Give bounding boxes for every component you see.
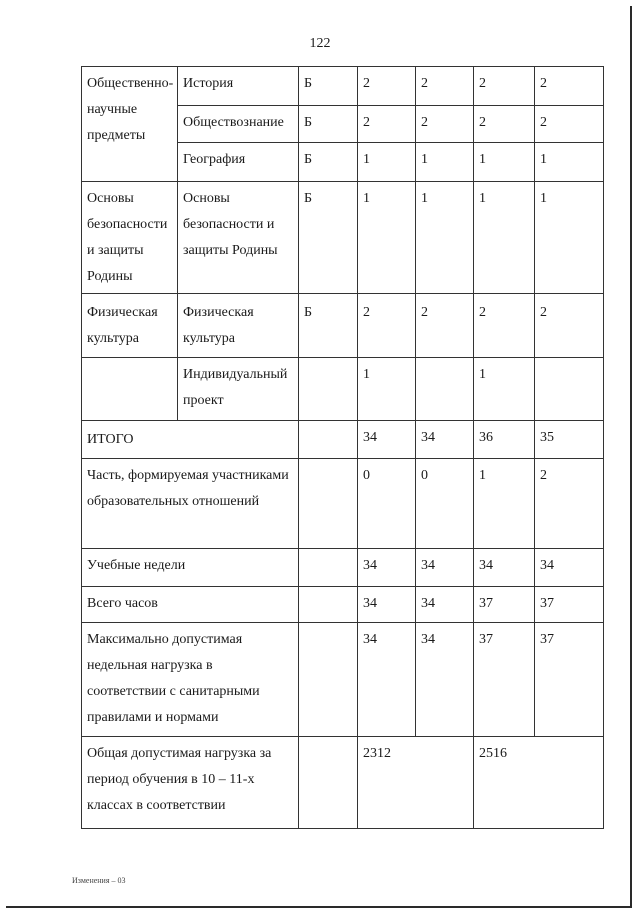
table-row: [82, 737, 604, 829]
value-cell: 37: [535, 587, 604, 623]
value-cell: 2: [416, 67, 474, 106]
value-cell: [535, 358, 604, 421]
table-row: [82, 294, 604, 358]
total-value-cell: 2312: [358, 737, 474, 829]
group-cell: Основы безопасности и защиты Родины: [82, 182, 178, 294]
value-cell: 34: [474, 549, 535, 587]
table-row: [82, 623, 604, 737]
table-row: [82, 459, 604, 549]
value-cell: 34: [416, 623, 474, 737]
value-cell: 37: [474, 623, 535, 737]
summary-label: Общая допустимая нагрузка за период обучения в 10 – 11-х классах в соответствии: [82, 737, 299, 829]
summary-label: Всего часов: [82, 587, 299, 623]
table-row: [82, 421, 604, 459]
blank-cell: [299, 737, 358, 829]
summary-label: Часть, формируемая участниками образовательных отношений: [82, 459, 299, 549]
footer-revision: Изменения – 03: [72, 876, 126, 885]
value-cell: 2: [474, 67, 535, 106]
summary-label: ИТОГО: [82, 421, 299, 459]
value-cell: 34: [358, 549, 416, 587]
value-cell: 1: [474, 459, 535, 549]
value-cell: [416, 358, 474, 421]
summary-label: Учебные недели: [82, 549, 299, 587]
value-cell: 34: [535, 549, 604, 587]
value-cell: 1: [358, 358, 416, 421]
value-cell: 2: [358, 294, 416, 358]
group-cell: Общественно-научные предметы: [82, 67, 178, 182]
table-row: [82, 587, 604, 623]
blank-cell: [299, 459, 358, 549]
group-cell: Физическая культура: [82, 294, 178, 358]
level-cell: [299, 358, 358, 421]
value-cell: 34: [416, 421, 474, 459]
blank-cell: [299, 587, 358, 623]
value-cell: 2: [358, 106, 416, 143]
value-cell: 1: [358, 182, 416, 294]
value-cell: 0: [358, 459, 416, 549]
value-cell: 2: [358, 67, 416, 106]
value-cell: 1: [474, 143, 535, 182]
value-cell: 34: [358, 623, 416, 737]
value-cell: 2: [474, 106, 535, 143]
value-cell: 34: [358, 421, 416, 459]
level-cell: Б: [299, 294, 358, 358]
table-row: [82, 358, 604, 421]
level-cell: Б: [299, 182, 358, 294]
value-cell: 1: [535, 143, 604, 182]
level-cell: Б: [299, 106, 358, 143]
group-cell: [82, 358, 178, 421]
value-cell: 1: [535, 182, 604, 294]
value-cell: 34: [416, 549, 474, 587]
value-cell: 36: [474, 421, 535, 459]
subject-cell: Основы безопасности и защиты Родины: [178, 182, 299, 294]
value-cell: 35: [535, 421, 604, 459]
value-cell: 1: [416, 143, 474, 182]
value-cell: 2: [474, 294, 535, 358]
blank-cell: [299, 549, 358, 587]
curriculum-table: [81, 66, 604, 829]
value-cell: 2: [535, 106, 604, 143]
value-cell: 2: [416, 106, 474, 143]
subject-cell: География: [178, 143, 299, 182]
value-cell: 1: [416, 182, 474, 294]
subject-cell: Индивидуальный проект: [178, 358, 299, 421]
value-cell: 1: [358, 143, 416, 182]
value-cell: 0: [416, 459, 474, 549]
value-cell: 1: [474, 358, 535, 421]
page-number: 122: [309, 36, 331, 51]
table-row: [82, 67, 604, 106]
value-cell: 34: [358, 587, 416, 623]
value-cell: 2: [535, 459, 604, 549]
value-cell: 34: [416, 587, 474, 623]
table-row: [82, 182, 604, 294]
value-cell: 1: [474, 182, 535, 294]
value-cell: 2: [535, 67, 604, 106]
value-cell: 2: [535, 294, 604, 358]
subject-cell: История: [178, 67, 299, 106]
level-cell: Б: [299, 67, 358, 106]
subject-cell: Физическая культура: [178, 294, 299, 358]
value-cell: 37: [474, 587, 535, 623]
value-cell: 37: [535, 623, 604, 737]
total-value-cell: 2516: [474, 737, 604, 829]
blank-cell: [299, 421, 358, 459]
level-cell: Б: [299, 143, 358, 182]
table-row: [82, 549, 604, 587]
blank-cell: [299, 623, 358, 737]
subject-cell: Обществознание: [178, 106, 299, 143]
summary-label: Максимально допустимая недельная нагрузка в соответствии с санитарными правилами и нормами: [82, 623, 299, 737]
value-cell: 2: [416, 294, 474, 358]
